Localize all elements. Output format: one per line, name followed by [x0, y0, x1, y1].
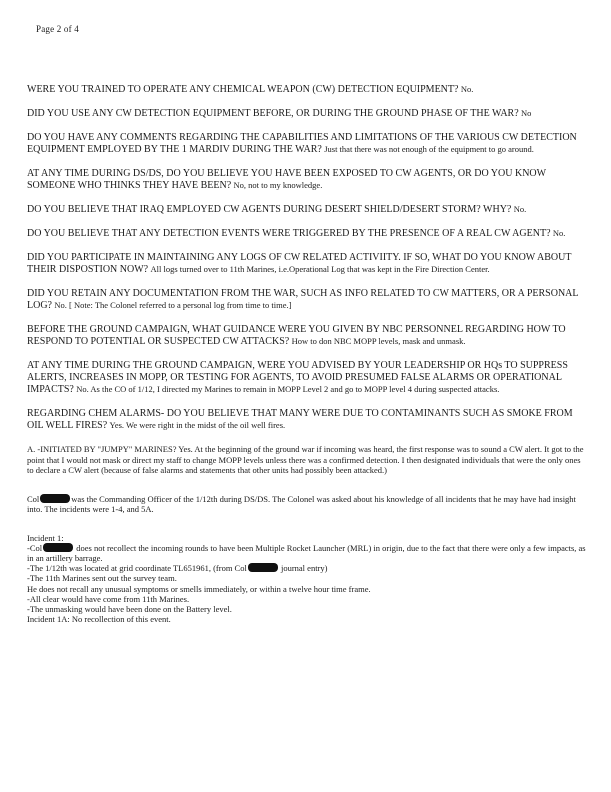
answer-text: No.	[513, 204, 527, 214]
answer-text: Just that there was not enough of the equipment to go around.	[324, 144, 534, 154]
qa-item	[27, 252, 587, 276]
redaction-block	[43, 543, 73, 552]
answer-text: No. As the CO of 1/12, I directed my Marines to remain in MOPP Level 2 and go to MOPP level 4 during suspected attacks.	[76, 384, 500, 394]
incident-section	[27, 533, 587, 625]
qa-item	[27, 360, 587, 396]
question-text: DID YOU USE ANY CW DETECTION EQUIPMENT BEFORE, OR DURING THE GROUND PHASE OF THE WAR?	[27, 108, 519, 119]
question-text: REGARDING CHEM ALARMS- DO YOU BELIEVE THAT MANY WERE DUE TO CONTAMINANTS SUCH AS SMOKE FROM OIL WELL FIRES?	[27, 408, 573, 431]
qa-item	[27, 204, 587, 216]
qa-item	[27, 288, 587, 312]
qa-item	[27, 132, 587, 156]
qa-item	[27, 168, 587, 192]
redaction-block	[248, 563, 278, 572]
paragraph-jumpy-marines: A. -INITIATED BY "JUMPY" MARINES? Yes. At the beginning of the ground war if incoming was heard, the first response was to sound a CW alert. It got to the point that I would not mask or direct my staff to change MOPP levels unless there was a confirmed detection. I then designated individuals that were the only ones to declare a CW alert (because of false alarms and statements that other units had possibly been attacked.)	[27, 444, 584, 475]
incident-line-4: He does not recall any unusual symptoms or smells immediately, or within a twelve hour time frame.	[27, 583, 371, 594]
answer-text: No, not to my knowledge.	[233, 180, 323, 190]
qa-item	[27, 408, 587, 432]
incident-line-7: Incident 1A: No recollection of this event.	[27, 614, 171, 625]
qa-item	[27, 108, 587, 120]
incident-line-6: -The unmasking would have been done on the Battery level.	[27, 603, 232, 614]
answer-text: No	[521, 108, 532, 118]
question-text: BEFORE THE GROUND CAMPAIGN, WHAT GUIDANCE WERE YOU GIVEN BY NBC PERSONNEL REGARDING HOW TO RESPOND TO POTENTIAL OR SUSPECTED CW ATTACKS?	[27, 324, 566, 347]
question-text: DO YOU BELIEVE THAT IRAQ EMPLOYED CW AGENTS DURING DESERT SHIELD/DESERT STORM? WHY?	[27, 204, 512, 215]
incident-line-1: -Col does not recollect the incoming rounds to have been Multiple Rocket Launcher (MRL) in origin, due to the fact that there were only a few impacts, as in an artillery barrage.	[27, 542, 586, 563]
page-number: Page 2 of 4	[36, 24, 79, 34]
answer-text: No.	[460, 84, 474, 94]
qa-item	[27, 84, 587, 96]
answer-text: No. [ Note: The Colonel referred to a personal log from time to time.]	[54, 300, 292, 310]
answer-text: All logs turned over to 11th Marines, i.e.Operational Log that was kept in the Fire Direction Center.	[150, 264, 490, 274]
answer-text: Yes. We were right in the midst of the oil well fires.	[109, 420, 286, 430]
question-text: DO YOU HAVE ANY COMMENTS REGARDING THE CAPABILITIES AND LIMITATIONS OF THE VARIOUS CW DETECTION EQUIPMENT EMPLOYED BY THE 1 MARDIV DURING THE WAR?	[27, 132, 577, 155]
incident-line-2: -The 1/12th was located at grid coordinate TL651961, (from Col journal entry)	[27, 563, 328, 574]
commander-prefix: Col	[27, 493, 40, 504]
question-text: DID YOU PARTICIPATE IN MAINTAINING ANY LOGS OF CW RELATED ACTIVIITY. IF SO, WHAT DO YOU KNOW ABOUT THEIR DISPOSTION NOW?	[27, 252, 572, 275]
commander-paragraph	[27, 494, 587, 515]
answer-text: No.	[552, 228, 566, 238]
incident-line-5: -All clear would have come from 11th Marines.	[27, 593, 190, 604]
question-text: AT ANY TIME DURING THE GROUND CAMPAIGN, WERE YOU ADVISED BY YOUR LEADERSHIP OR HQs TO SUPPRESS ALERTS, INCREASES IN MOPP, OR TESTING FOR AGENTS, TO AVOID PRESUMED FALSE ALARMS OR OPERATIONAL IMPACTS?	[27, 360, 568, 395]
redaction-block	[40, 494, 70, 503]
incident-title: Incident 1:	[27, 532, 64, 543]
question-text: DID YOU RETAIN ANY DOCUMENTATION FROM THE WAR, SUCH AS INFO RELATED TO CW MATTERS, OR A PERSONAL LOG?	[27, 288, 579, 311]
document-body	[27, 84, 587, 624]
incident-line-3: -The 11th Marines sent out the survey team.	[27, 573, 177, 584]
question-text: DO YOU BELIEVE THAT ANY DETECTION EVENTS WERE TRIGGERED BY THE PRESENCE OF A REAL CW AGENT?	[27, 228, 551, 239]
question-text: AT ANY TIME DURING DS/DS, DO YOU BELIEVE YOU HAVE BEEN EXPOSED TO CW AGENTS, OR DO YOU KNOW SOMEONE WHO THINKS THEY HAVE BEEN?	[27, 168, 546, 191]
commander-text: was the Commanding Officer of the 1/12th during DS/DS. The Colonel was asked about his knowledge of all incidents that he may have had insight into. The incidents were 1-4, and 5A.	[27, 493, 576, 514]
answer-text: How to don NBC MOPP levels, mask and unmask.	[291, 336, 466, 346]
question-text: WERE YOU TRAINED TO OPERATE ANY CHEMICAL WEAPON (CW) DETECTION EQUIPMENT?	[27, 84, 459, 95]
qa-item	[27, 228, 587, 240]
qa-item	[27, 324, 587, 348]
question-list	[27, 84, 587, 432]
